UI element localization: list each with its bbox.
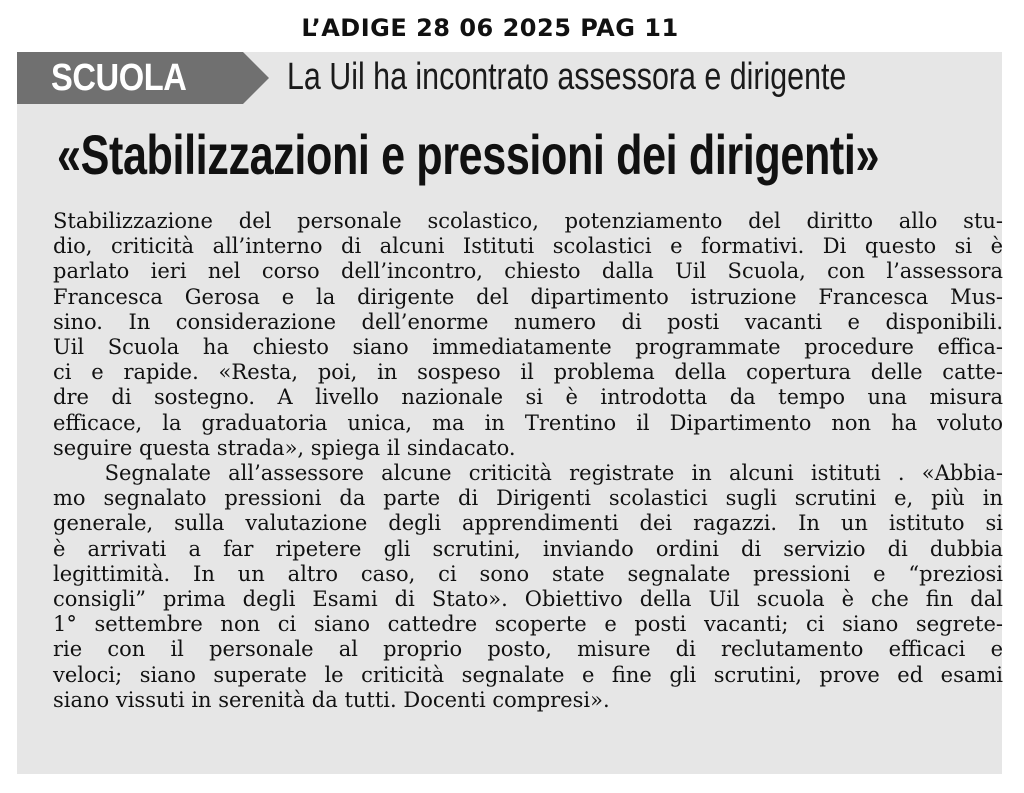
article-clipping xyxy=(17,52,1002,774)
text-line: consigli” prima degli Esami di Stato». Obiettivo della Uil scuola è che fin dal xyxy=(53,587,1003,612)
article-paragraph xyxy=(53,461,1003,713)
section-kicker xyxy=(17,52,269,104)
text-line: Segnalate all’assessore alcune criticità registrate in alcuni istituti . «Abbia- xyxy=(53,461,1003,486)
text-line: efficace, la graduatoria unica, ma in Trentino il Dipartimento non ha voluto xyxy=(53,410,1003,435)
text-line: ci e rapide. «Resta, poi, in sospeso il problema della copertura delle catte- xyxy=(53,360,1003,385)
article-subheading: La Uil ha incontrato assessora e dirigente xyxy=(287,56,847,98)
text-line: veloci; siano superate le criticità segnalate e fine gli scrutini, prove ed esami xyxy=(53,662,1003,687)
text-line: 1° settembre non ci siano cattedre scoperte e posti vacanti; ci siano segrete- xyxy=(53,612,1003,637)
article-headline: «Stabilizzazioni e pressioni dei dirigenti» xyxy=(57,123,880,186)
text-line: legittimità. In un altro caso, ci sono state segnalate pressioni e “preziosi xyxy=(53,561,1003,586)
article-body xyxy=(53,209,1003,713)
text-line: Uil Scuola ha chiesto siano immediatamente programmate procedure effica- xyxy=(53,335,1003,360)
text-line: generale, sulla valutazione degli apprendimenti dei ragazzi. In un istituto si xyxy=(53,511,1003,536)
text-line: dio, criticità all’interno di alcuni Istituti scolastici e formativi. Di questo si è xyxy=(53,234,1003,259)
text-line: sino. In considerazione dell’enorme numero di posti vacanti e disponibili. xyxy=(53,309,1003,334)
text-line: rie con il personale al proprio posto, misure di reclutamento efficaci e xyxy=(53,637,1003,662)
text-line: Stabilizzazione del personale scolastico, potenziamento del diritto allo stu- xyxy=(53,209,1003,233)
source-citation: L’ADIGE 28 06 2025 PAG 11 xyxy=(301,14,679,42)
text-line: parlato ieri nel corso dell’incontro, chiesto dalla Uil Scuola, con l’assessora xyxy=(53,259,1003,284)
section-label: SCUOLA xyxy=(51,57,187,99)
text-line: seguire questa strada», spiega il sindacato. xyxy=(53,435,516,460)
text-line: Francesca Gerosa e la dirigente del dipartimento istruzione Francesca Mus- xyxy=(53,284,1003,309)
text-line: siano vissuti in serenità da tutti. Docenti compresi». xyxy=(53,687,610,712)
text-line: dre di sostegno. A livello nazionale si è introdotta da tempo una misura xyxy=(53,385,1003,410)
text-line: mo segnalato pressioni da parte di Dirigenti scolastici sugli scrutini e, più in xyxy=(53,486,1003,511)
article-paragraph xyxy=(53,209,1003,461)
text-line: è arrivati a far ripetere gli scrutini, inviando ordini di servizio di dubbia xyxy=(53,536,1003,561)
